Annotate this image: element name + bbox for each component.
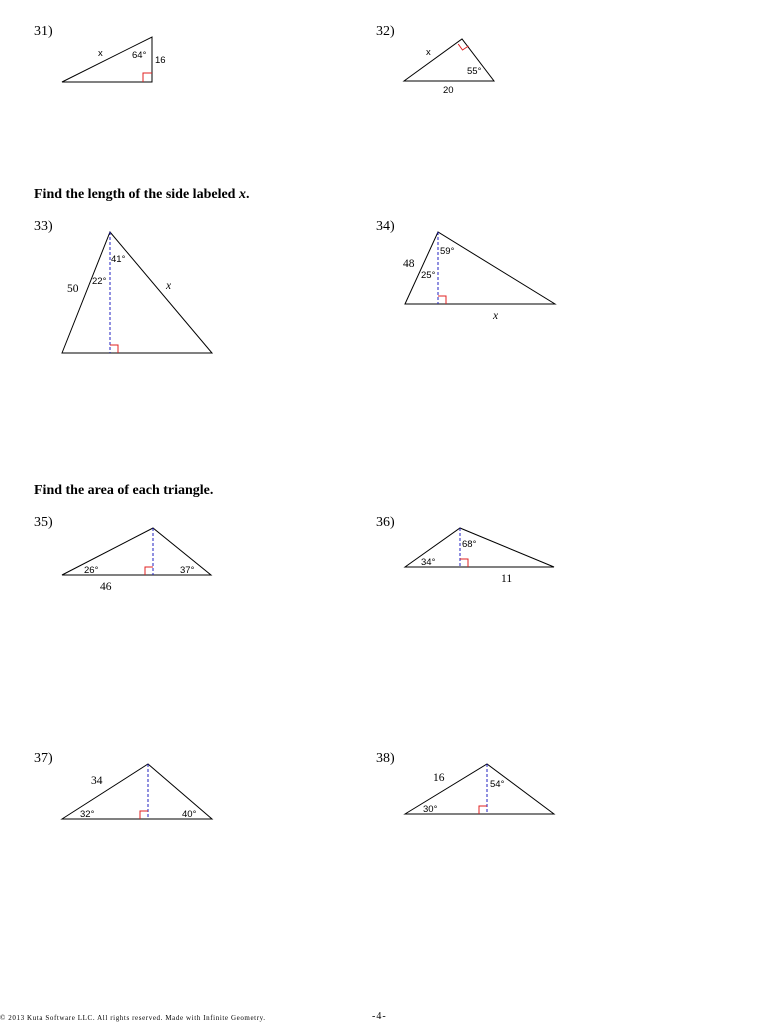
label-36-side: 11 bbox=[501, 573, 513, 585]
label-33-left-side: 50 bbox=[67, 283, 79, 295]
label-34-angle-left: 25° bbox=[421, 270, 436, 281]
section-heading-area: Find the area of each triangle. bbox=[34, 483, 214, 498]
right-angle-marker bbox=[143, 73, 152, 82]
label-37-angle-right: 40° bbox=[182, 809, 197, 820]
label-32-angle: 55° bbox=[467, 66, 482, 77]
problem-number-34: 34) bbox=[376, 219, 395, 234]
label-32-base: 20 bbox=[443, 85, 454, 96]
right-angle-marker bbox=[438, 296, 446, 304]
label-35-angle-right: 37° bbox=[180, 565, 195, 576]
label-38-angle-top: 54° bbox=[490, 779, 505, 790]
problem-number-37: 37) bbox=[34, 751, 53, 766]
problem-number-35: 35) bbox=[34, 515, 53, 530]
triangle-37 bbox=[62, 764, 212, 820]
right-angle-marker bbox=[140, 811, 148, 819]
label-35-base: 46 bbox=[100, 581, 112, 593]
label-37-side: 34 bbox=[91, 775, 103, 787]
section-heading-length: Find the length of the side labeled x. bbox=[34, 187, 250, 202]
label-33-angle-right: 41° bbox=[111, 254, 126, 265]
problem-number-31: 31) bbox=[34, 24, 53, 39]
label-34-left-side: 48 bbox=[403, 258, 415, 270]
label-38-angle-left: 30° bbox=[423, 804, 438, 815]
label-31-hyp: x bbox=[98, 48, 103, 59]
problem-number-32: 32) bbox=[376, 24, 395, 39]
label-36-angle-top: 68° bbox=[462, 539, 477, 550]
right-angle-marker bbox=[479, 806, 487, 814]
triangle-32 bbox=[404, 39, 494, 96]
label-34-angle-right: 59° bbox=[440, 246, 455, 257]
label-32-leg: x bbox=[426, 47, 431, 58]
label-34-base: x bbox=[493, 310, 499, 322]
triangle-38 bbox=[405, 764, 554, 815]
right-angle-marker bbox=[460, 559, 468, 567]
label-31-angle: 64° bbox=[132, 50, 147, 61]
triangle-31 bbox=[62, 37, 166, 82]
problem-number-33: 33) bbox=[34, 219, 53, 234]
label-35-angle-left: 26° bbox=[84, 565, 99, 576]
triangle-33 bbox=[62, 232, 212, 353]
triangle-33-outline bbox=[62, 232, 212, 353]
triangle-34 bbox=[403, 232, 555, 322]
label-33-angle-left: 22° bbox=[92, 276, 107, 287]
label-31-side: 16 bbox=[155, 55, 166, 66]
problem-number-38: 38) bbox=[376, 751, 395, 766]
triangle-34-outline bbox=[405, 232, 555, 304]
right-angle-marker bbox=[110, 345, 118, 353]
right-angle-marker bbox=[145, 567, 153, 575]
footer-copyright: © 2013 Kuta Software LLC. All rights reserved. Made with Infinite Geometry. bbox=[0, 1014, 266, 1022]
triangle-36 bbox=[405, 528, 554, 585]
page-number: -4- bbox=[372, 1011, 387, 1022]
problem-number-36: 36) bbox=[376, 515, 395, 530]
label-38-side: 16 bbox=[433, 772, 445, 784]
label-37-angle-left: 32° bbox=[80, 809, 95, 820]
label-36-angle-left: 34° bbox=[421, 557, 436, 568]
triangle-35 bbox=[62, 528, 211, 593]
label-33-right-side: x bbox=[166, 280, 172, 292]
